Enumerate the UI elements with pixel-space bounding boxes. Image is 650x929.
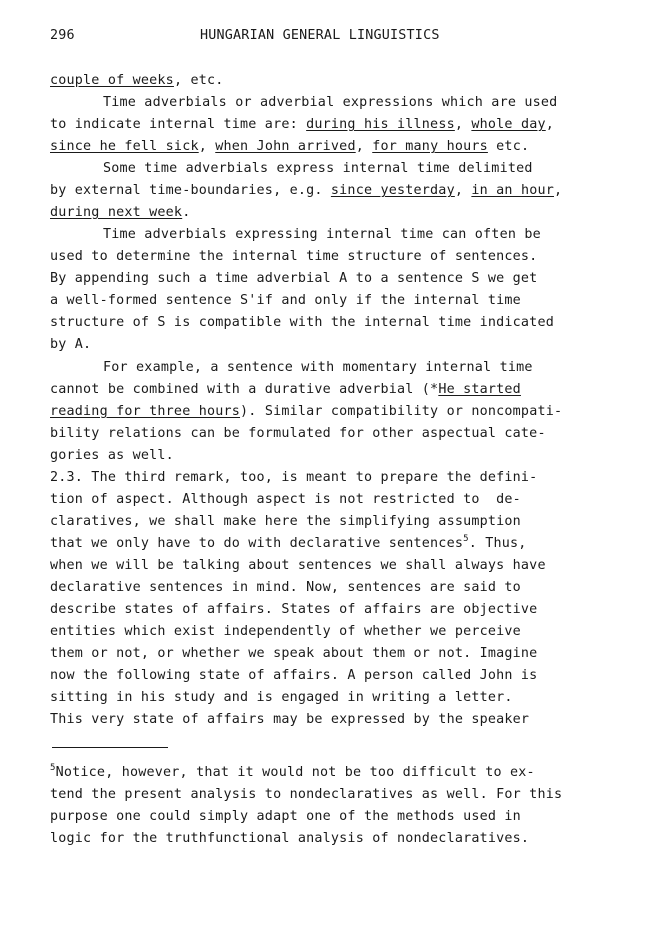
text-line: by external time-boundaries, e.g. since yesterday, in an hour, <box>50 183 563 198</box>
text-line: that we only have to do with declarative sentences$^5$. Thus, <box>50 534 527 551</box>
text-line: claratives, we shall make here the simplifying assumption <box>50 514 521 529</box>
text-line: bility relations can be formulated for other aspectual cate- <box>50 426 546 441</box>
text-line: reading for three hours). Similar compatibility or noncompati- <box>50 404 563 419</box>
text-line: declarative sentences in mind. Now, sentences are said to <box>50 580 521 595</box>
text-line: By appending such a time adverbial A to a sentence S we get <box>50 271 538 286</box>
text-line: describe states of affairs. States of affairs are objective <box>50 602 538 617</box>
footnote-line: logic for the truthfunctional analysis of nondeclaratives. <box>50 831 530 846</box>
footnote-line: tend the present analysis to nondeclaratives as well. For this <box>50 787 563 802</box>
text-line: entities which exist independently of whether we perceive <box>50 624 521 639</box>
page-header <box>50 28 610 46</box>
text-line: gories as well. <box>50 448 174 463</box>
text-line: since he fell sick, when John arrived, for many hours etc. <box>50 139 530 154</box>
text-line: For example, a sentence with momentary internal time <box>103 360 533 375</box>
text-line: structure of S is compatible with the internal time indicated <box>50 315 554 330</box>
example-phrase: in an hour <box>471 183 554 198</box>
text-line: by A. <box>50 337 92 352</box>
text-line: them or not, or whether we speak about them or not. Imagine <box>50 646 538 661</box>
example-phrase: couple of weeks <box>50 73 174 88</box>
text-line: Time adverbials or adverbial expressions which are used <box>103 95 558 110</box>
example-phrase: during his illness <box>306 117 455 132</box>
example-phrase: when John arrived <box>215 139 356 154</box>
text-line: a well-formed sentence S'if and only if the internal time <box>50 293 521 308</box>
text-line: Time adverbials expressing internal time can often be <box>103 227 541 242</box>
example-phrase: since yesterday <box>330 183 455 198</box>
footnote-line: purpose one could simply adapt one of the methods used in <box>50 809 521 824</box>
footnote-divider <box>52 747 168 748</box>
text-line: used to determine the internal time structure of sentences. <box>50 249 538 264</box>
text-line: sitting in his study and is engaged in writing a letter. <box>50 690 513 705</box>
text-line: now the following state of affairs. A person called John is <box>50 668 538 683</box>
text-line: couple of weeks, etc. <box>50 73 224 88</box>
example-phrase: for many hours <box>372 139 488 154</box>
footnote-ref[interactable]: 5 <box>463 534 469 544</box>
text-line: during next week. <box>50 205 191 220</box>
page-number: 296 <box>50 28 75 43</box>
example-phrase: during next week <box>50 205 183 220</box>
example-phrase: whole day <box>471 117 546 132</box>
example-phrase: He started <box>438 382 521 397</box>
section-heading-line: 2.3. The third remark, too, is meant to prepare the defini- <box>50 470 538 485</box>
footnote-marker: 5 <box>50 763 56 773</box>
text-line: This very state of affairs may be expressed by the speaker <box>50 712 530 727</box>
example-phrase: since he fell sick <box>50 139 199 154</box>
running-title: HUNGARIAN GENERAL LINGUISTICS <box>200 28 440 43</box>
footnote-line: $^5$Notice, however, that it would not be too difficult to ex- <box>50 763 535 780</box>
text-line: tion of aspect. Although aspect is not restricted to de- <box>50 492 521 507</box>
example-phrase: reading for three hours <box>50 404 241 419</box>
text-line: to indicate internal time are: during his illness, whole day, <box>50 117 554 132</box>
text-line: when we will be talking about sentences we shall always have <box>50 558 546 573</box>
text-line: cannot be combined with a durative adverbial (*He started <box>50 382 521 397</box>
text-line: Some time adverbials express internal time delimited <box>103 161 533 176</box>
